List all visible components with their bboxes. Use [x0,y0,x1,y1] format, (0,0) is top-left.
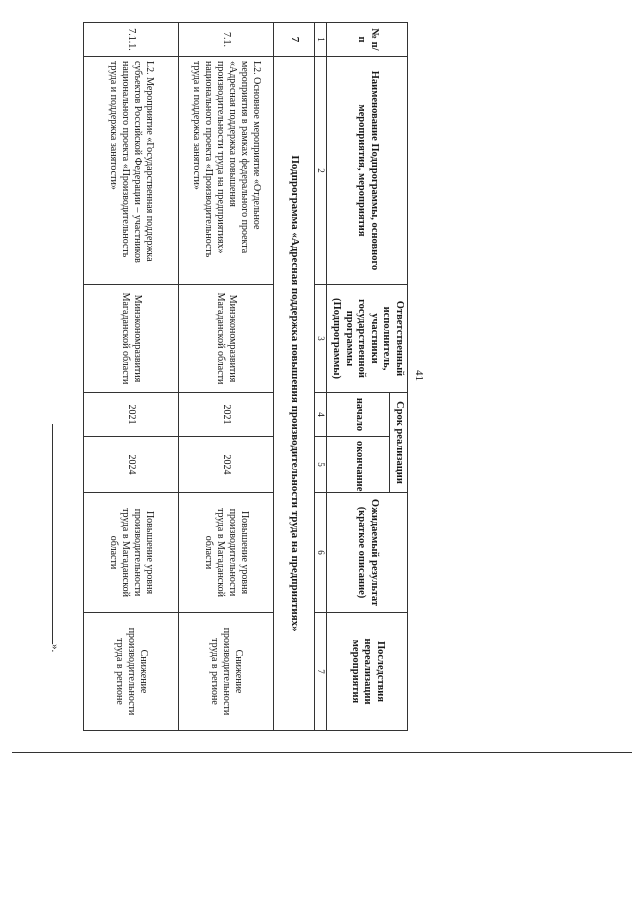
row-responsible: Минэкономразвития Магаданской области [84,285,179,393]
column-number-row [315,23,327,731]
subprogram-title: Подпрограмма «Адресная поддержка повышения производительности труда на предприятиях» [274,57,315,731]
header-row [390,23,408,731]
row-end-year: 2024 [84,437,179,493]
row-start-year: 2021 [179,393,274,437]
row-activity-name: L2. Мероприятие «Государственная поддержка субъектов Российской Федерации – участников национального проекта «Производительность труда и поддержка занятости» [84,57,179,285]
header-start: начало [327,393,390,437]
row-consequence: Снижение производительности труда в регионе [84,613,179,731]
header-name: Наименование Подпрограммы, основного мероприятия, мероприятия [327,57,408,285]
rotated-page-content [21,22,431,730]
column-number: 7 [315,613,327,731]
table-row [84,23,179,731]
row-consequence: Снижение производительности труда в регионе [179,613,274,731]
header-period: Срок реализации [390,393,408,493]
column-number: 2 [315,57,327,285]
header-consequence: Последствия нереализации мероприятия [327,613,408,731]
closing-quote-mark: ». [49,644,61,653]
column-number: 5 [315,437,327,493]
header-result: Ожидаемый результат (краткое описание) [327,493,408,613]
row-expected-result: Повышение уровня производительности труда в Магаданской области [179,493,274,613]
header-responsible: Ответственный исполнитель, участники государственной программы (Подпрограммы) [327,285,408,393]
program-activities-table [83,22,408,731]
closing-line [52,424,53,644]
header-end: окончание [327,437,390,493]
row-expected-result: Повышение уровня производительности труда в Магаданской области [84,493,179,613]
column-number: 1 [315,23,327,57]
row-end-year: 2024 [179,437,274,493]
table-row [179,23,274,731]
page-number: 41 [413,370,425,381]
subprogram-number: 7 [274,23,315,57]
page-divider-line [12,752,632,753]
row-number: 7.1. [179,23,274,57]
row-number: 7.1.1. [84,23,179,57]
row-activity-name: L2. Основное мероприятие «Отдельное мероприятия в рамках федерального проекта «Адресная поддержка повышения производительности труда на предприятиях» национального проекта «Производительность труда и поддержка занятости» [179,57,274,285]
row-responsible: Минэкономразвития Магаданской области [179,285,274,393]
subprogram-row [274,23,315,731]
header-number: № п/п [327,23,408,57]
column-number: 4 [315,393,327,437]
row-start-year: 2021 [84,393,179,437]
column-number: 3 [315,285,327,393]
column-number: 6 [315,493,327,613]
